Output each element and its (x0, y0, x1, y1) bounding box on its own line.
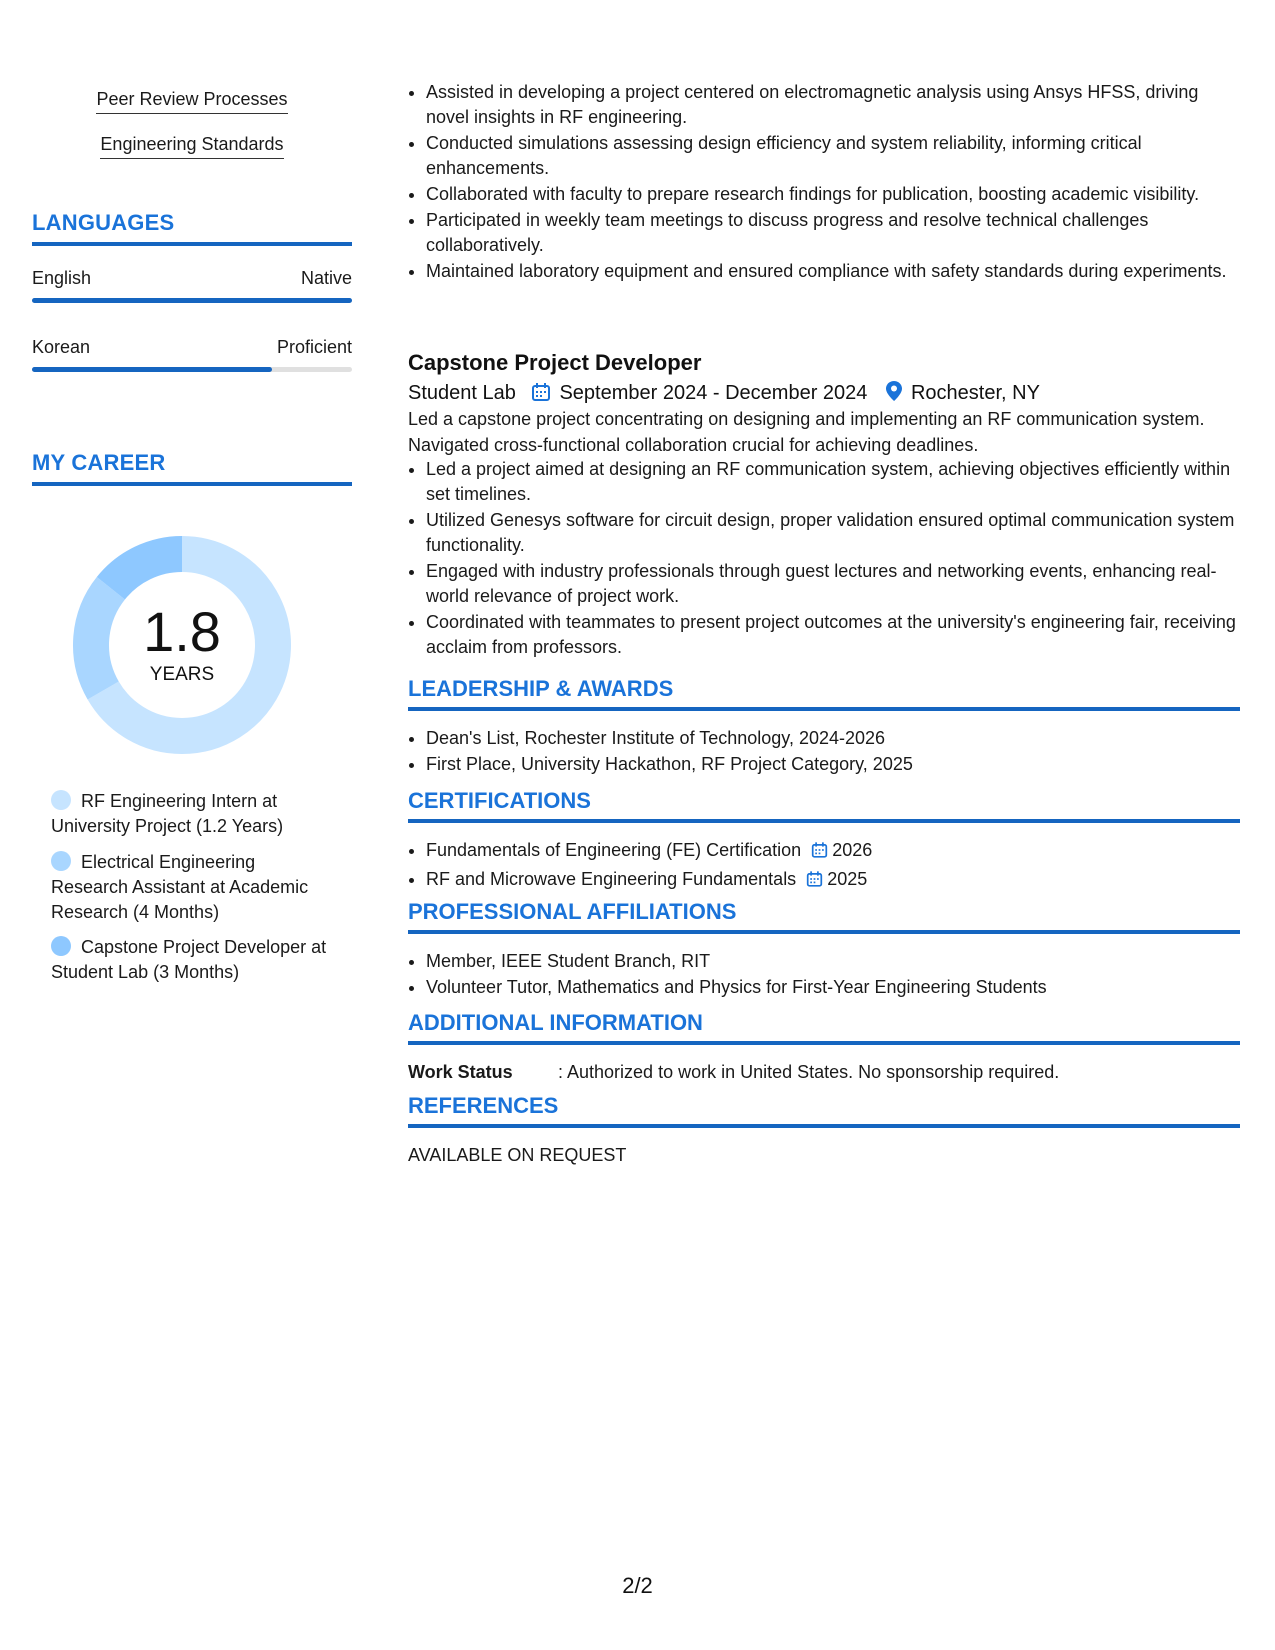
page-number: 2/2 (622, 1573, 653, 1598)
language-bar-fill (32, 367, 272, 372)
location-pin-icon (885, 380, 903, 408)
leadership-list (408, 726, 1240, 777)
language-level: Proficient (276, 337, 352, 357)
calendar-icon (811, 841, 828, 866)
leadership-heading: LEADERSHIP & AWARDS (408, 676, 1240, 711)
additional-info-heading: ADDITIONAL INFORMATION (408, 1010, 1240, 1045)
career-total-value: 1.8 (143, 600, 221, 663)
legend-dot-icon (51, 936, 71, 956)
list-item: • Participated in weekly team meetings to discuss progress and resolve technical challenges collaboratively. (426, 208, 1240, 258)
certifications-list (408, 838, 1240, 895)
language-name: Korean (32, 337, 91, 357)
list-item: • Volunteer Tutor, Mathematics and Physics for First-Year Engineering Students (426, 975, 1240, 1000)
experience-bullets (408, 80, 1240, 284)
job-title: Capstone Project Developer (408, 350, 702, 375)
career-heading: MY CAREER (32, 450, 352, 486)
list-item: • Utilized Genesys software for circuit design, proper validation ensured optimal communication system functionality. (426, 508, 1240, 558)
experience-continued (408, 80, 1240, 285)
list-item: • Member, IEEE Student Branch, RIT (426, 949, 1240, 974)
leadership-section (408, 726, 1240, 778)
list-item: • Coordinated with teammates to present project outcomes at the university's engineering fair, receiving acclaim from professors. (426, 610, 1240, 660)
list-item: • Collaborated with faculty to prepare research findings for publication, boosting academic visibility. (426, 182, 1240, 207)
legend-dot-icon (51, 851, 71, 871)
job-meta (408, 380, 1040, 408)
career-total-unit: YEARS (149, 664, 215, 685)
work-status-label: Work Status (408, 1062, 513, 1082)
languages-heading: LANGUAGES (32, 210, 352, 246)
language-name: English (32, 268, 92, 288)
list-item: • Engaged with industry professionals through guest lectures and networking events, enhancing real-world relevance of project work. (426, 559, 1240, 609)
career-legend-item: RF Engineering Intern at University Project (1.2 Years) (51, 791, 284, 836)
language-level: Native (300, 268, 352, 288)
list-item: • First Place, University Hackathon, RF Project Category, 2025 (426, 752, 1240, 777)
language-bar (32, 298, 352, 303)
skill-tag: Engineering Standards (32, 133, 352, 159)
job-dates: September 2024 - December 2024 (559, 382, 868, 404)
affiliations-section (408, 949, 1240, 1001)
certifications-heading: CERTIFICATIONS (408, 788, 1240, 823)
job-summary: Led a capstone project concentrating on designing and implementing an RF communication system. Navigated cross-functional collaboration crucial for achieving deadlines. (408, 409, 1205, 455)
affiliations-list (408, 949, 1240, 1000)
list-item: • Dean's List, Rochester Institute of Technology, 2024-2026 (426, 726, 1240, 751)
skill-tag: Peer Review Processes (32, 88, 352, 114)
job-bullets-wrap (408, 457, 1240, 661)
list-item: • Led a project aimed at designing an RF communication system, achieving objectives efficiently within set timelines. (426, 457, 1240, 507)
work-status-value: : Authorized to work in United States. No sponsorship required. (558, 1062, 1060, 1082)
references-text: AVAILABLE ON REQUEST (408, 1145, 627, 1165)
career-legend-item: Capstone Project Developer at Student Lab (3 Months) (51, 937, 327, 982)
list-item: • Fundamentals of Engineering (FE) Certification 2026 (426, 838, 1240, 866)
career-legend-item: Electrical Engineering Research Assistant at Academic Research (4 Months) (51, 852, 309, 922)
calendar-icon (531, 382, 551, 408)
language-bar-fill (32, 298, 352, 303)
list-item: • Maintained laboratory equipment and ensured compliance with safety standards during experiments. (426, 259, 1240, 284)
job-bullets (408, 457, 1240, 660)
list-item: • Conducted simulations assessing design efficiency and system reliability, informing critical enhancements. (426, 131, 1240, 181)
language-bar (32, 367, 352, 372)
certifications-section (408, 838, 1240, 896)
job-org: Student Lab (408, 382, 516, 404)
job-location: Rochester, NY (910, 382, 1040, 404)
references-heading: REFERENCES (408, 1093, 1240, 1128)
affiliations-heading: PROFESSIONAL AFFILIATIONS (408, 899, 1240, 934)
calendar-icon (806, 870, 823, 895)
legend-dot-icon (51, 790, 71, 810)
work-status-row (408, 1062, 1059, 1083)
list-item: • Assisted in developing a project centered on electromagnetic analysis using Ansys HFSS, driving novel insights in RF engineering. (426, 80, 1240, 130)
list-item: • RF and Microwave Engineering Fundamentals 2025 (426, 867, 1240, 895)
donut-segment (111, 554, 182, 588)
